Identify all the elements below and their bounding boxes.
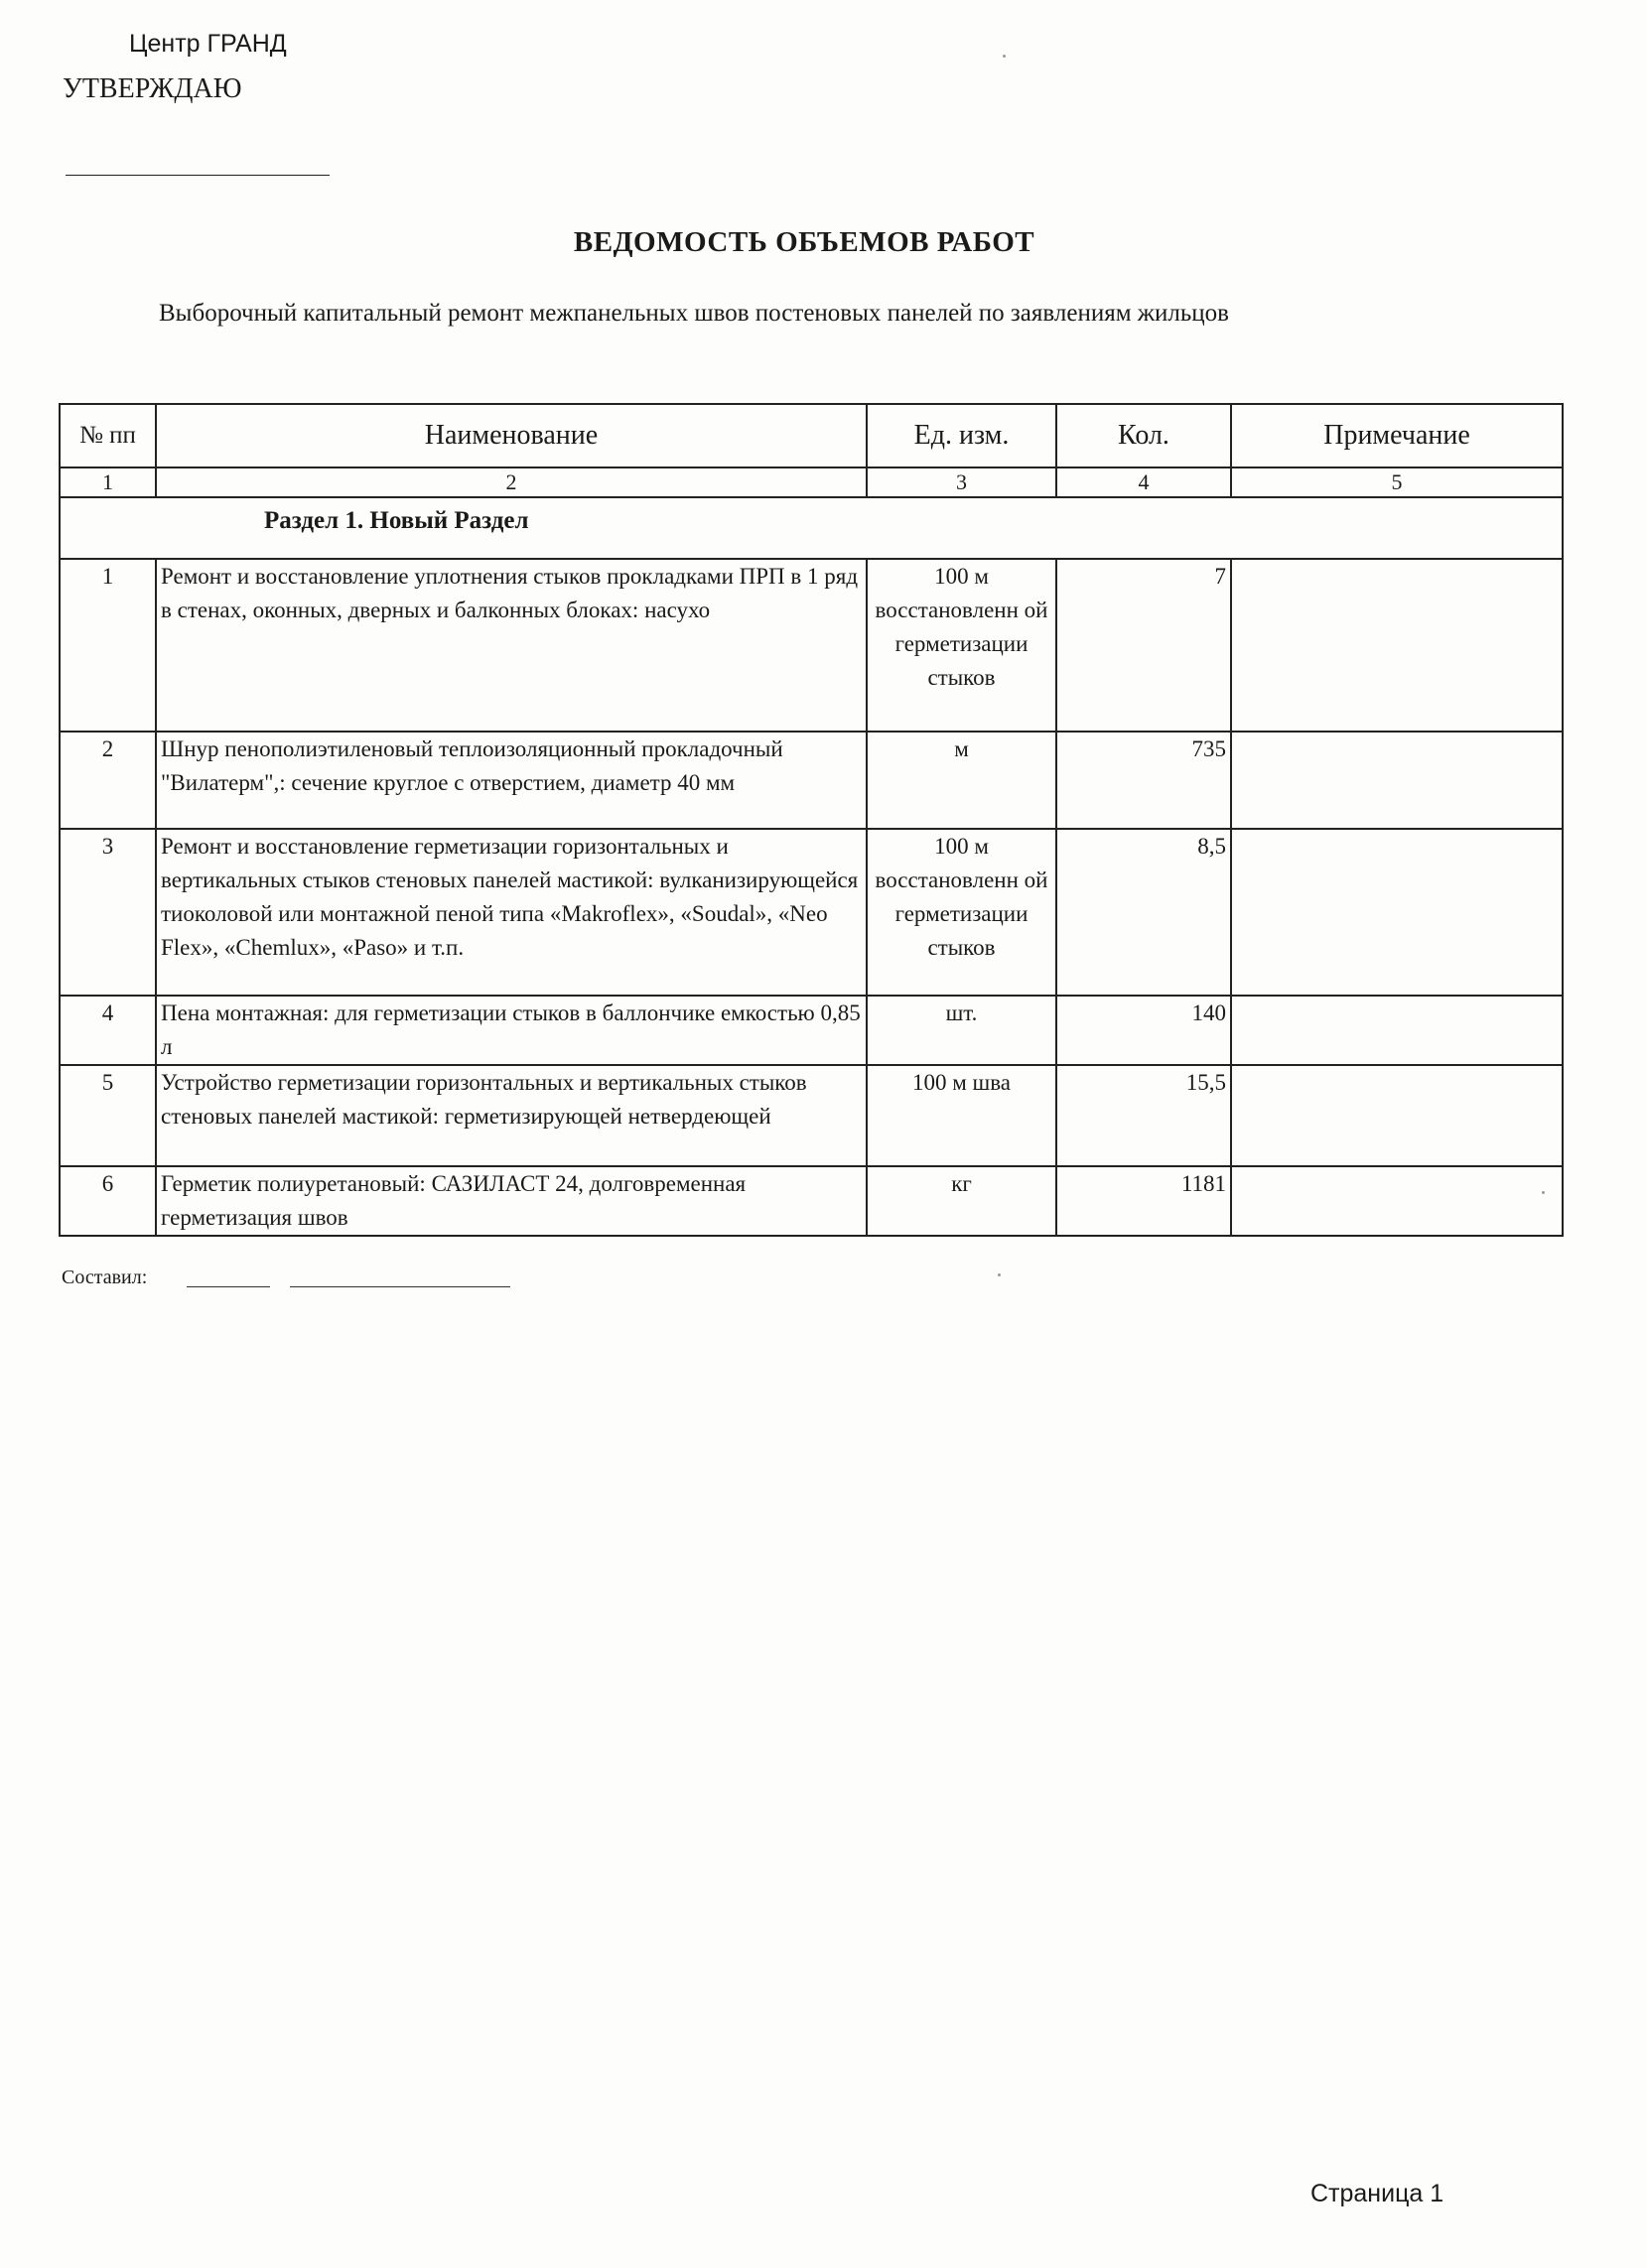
composed-signature-line [187,1286,270,1287]
approval-label: УТВЕРЖДАЮ [63,73,242,104]
composed-by-label: Составил: [62,1267,148,1288]
row-number: 3 [60,829,156,996]
row-name: Шнур пенополиэтиленовый теплоизоляционный прокладочный "Вилатерм",: сечение круглое с отверстием, диаметр 40 мм [156,732,867,829]
row-number: 6 [60,1166,156,1236]
row-unit: м [867,732,1056,829]
row-number: 4 [60,996,156,1065]
page-number: Страница 1 [1310,2180,1444,2207]
organization-name: Центр ГРАНД [129,30,287,58]
header-quantity: Кол. [1056,404,1231,467]
section-row [60,497,1563,559]
row-unit: кг [867,1166,1056,1236]
row-name: Ремонт и восстановление уплотнения стыков прокладками ПРП в 1 ряд в стенах, оконных, дверных и балконных блоках: насухо [156,559,867,732]
header-number: № пп [60,404,156,467]
document-subtitle: Выборочный капитальный ремонт межпанельных швов постеновых панелей по заявлениям жильцов [159,300,1229,327]
table-row [60,732,1563,829]
row-note [1231,559,1563,732]
row-unit: 100 м шва [867,1065,1056,1166]
row-unit: 100 м восстановленн ой герметизации стыков [867,559,1056,732]
row-quantity: 1181 [1056,1166,1231,1236]
scan-speck [1003,55,1006,58]
row-name: Пена монтажная: для герметизации стыков в баллончике емкостью 0,85 л [156,996,867,1065]
table-header-row [60,404,1563,467]
row-quantity: 8,5 [1056,829,1231,996]
approval-signature-line [66,175,330,176]
row-unit: 100 м восстановленн ой герметизации стыков [867,829,1056,996]
row-number: 2 [60,732,156,829]
column-number-row [60,467,1563,497]
row-quantity: 15,5 [1056,1065,1231,1166]
row-unit: шт. [867,996,1056,1065]
row-note [1231,996,1563,1065]
document-title: ВЕДОМОСТЬ ОБЪЕМОВ РАБОТ [573,226,1035,258]
table-row [60,1166,1563,1236]
row-quantity: 7 [1056,559,1231,732]
row-number: 5 [60,1065,156,1166]
column-number: 3 [867,467,1056,497]
row-quantity: 735 [1056,732,1231,829]
table-row [60,559,1563,732]
row-number: 1 [60,559,156,732]
column-number: 5 [1231,467,1563,497]
row-name: Герметик полиуретановый: САЗИЛАСТ 24, долговременная герметизация швов [156,1166,867,1236]
section-title: Раздел 1. Новый Раздел [60,497,1563,559]
row-name: Ремонт и восстановление герметизации горизонтальных и вертикальных стыков стеновых панелей мастикой: вулканизирующейся тиоколовой или монтажной пеной типа «Makroflex», «Soudal», «Neo Flex», «Chemlux», «Paso» и т.п. [156,829,867,996]
works-volume-table [59,403,1564,1237]
column-number: 2 [156,467,867,497]
column-number: 1 [60,467,156,497]
row-name: Устройство герметизации горизонтальных и вертикальных стыков стеновых панелей мастикой: герметизирующей нетвердеющей [156,1065,867,1166]
header-unit: Ед. изм. [867,404,1056,467]
header-note: Примечание [1231,404,1563,467]
table-row [60,829,1563,996]
composed-name-line [290,1286,510,1287]
table-row [60,996,1563,1065]
row-quantity: 140 [1056,996,1231,1065]
row-note [1231,1166,1563,1236]
column-number: 4 [1056,467,1231,497]
scan-speck [1542,1191,1545,1194]
scan-speck [998,1273,1001,1276]
header-name: Наименование [156,404,867,467]
row-note [1231,1065,1563,1166]
row-note [1231,829,1563,996]
row-note [1231,732,1563,829]
table-row [60,1065,1563,1166]
